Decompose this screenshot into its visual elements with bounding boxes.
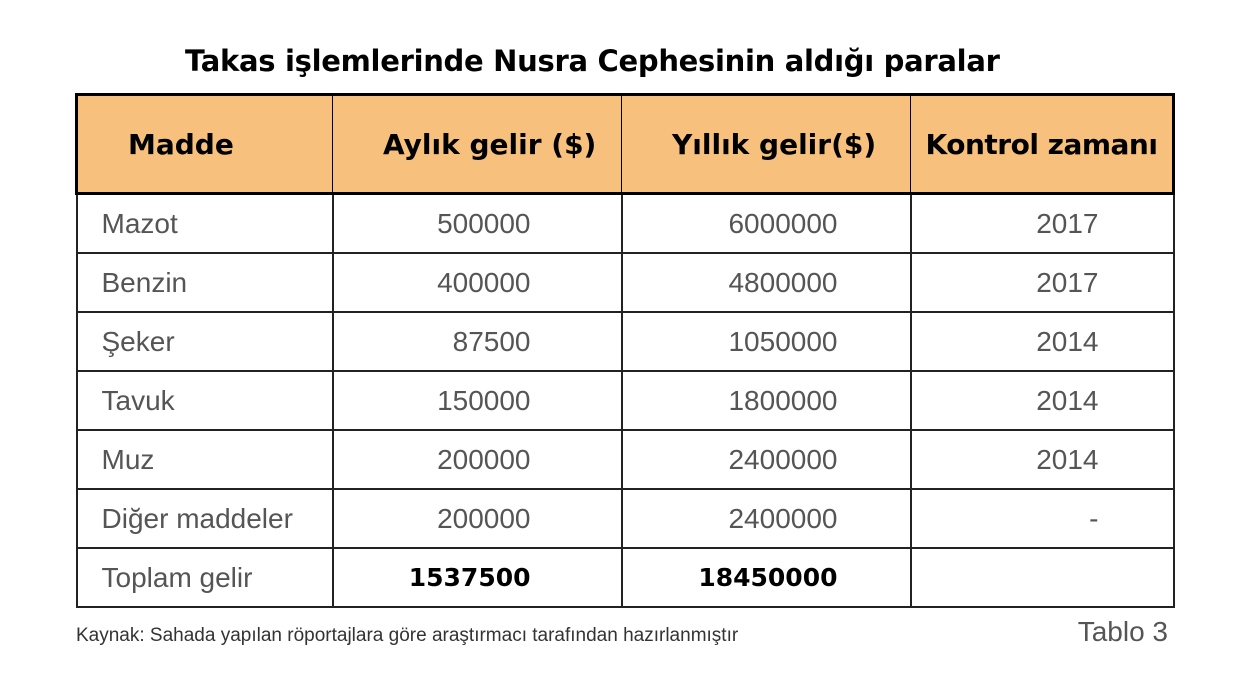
cell-kontrol-zamani: 2017 [911, 194, 1174, 254]
table-row [77, 312, 1174, 371]
cell-total-kontrol-zamani [911, 548, 1174, 607]
table-row [77, 489, 1174, 548]
total-row [77, 548, 1174, 607]
cell-aylik-gelir: 200000 [333, 489, 622, 548]
column-header-yillik-gelir: Yıllık gelir($) [622, 95, 911, 194]
cell-total-aylik-gelir: 1537500 [333, 548, 622, 607]
table-header-row [77, 95, 1174, 194]
cell-aylik-gelir: 500000 [333, 194, 622, 254]
cell-yillik-gelir: 2400000 [622, 489, 911, 548]
table-row [77, 430, 1174, 489]
cell-kontrol-zamani: - [911, 489, 1174, 548]
cell-yillik-gelir: 6000000 [622, 194, 911, 254]
column-header-kontrol-zamani: Kontrol zamanı [911, 95, 1174, 194]
cell-total-yillik-gelir: 18450000 [622, 548, 911, 607]
cell-yillik-gelir: 1800000 [622, 371, 911, 430]
cell-kontrol-zamani: 2014 [911, 371, 1174, 430]
cell-aylik-gelir: 87500 [333, 312, 622, 371]
cell-kontrol-zamani: 2017 [911, 253, 1174, 312]
cell-aylik-gelir: 400000 [333, 253, 622, 312]
column-header-aylik-gelir: Aylık gelir ($) [333, 95, 622, 194]
table-row [77, 194, 1174, 254]
revenue-table [75, 93, 1175, 608]
source-note: Kaynak: Sahada yapılan röportajlara göre araştırmacı tarafından hazırlanmıştır [76, 625, 739, 646]
cell-madde: Şeker [77, 312, 333, 371]
cell-total-label: Toplam gelir [77, 548, 333, 607]
table-row [77, 371, 1174, 430]
table-number-label: Tablo 3 [1077, 616, 1168, 647]
cell-aylik-gelir: 200000 [333, 430, 622, 489]
cell-kontrol-zamani: 2014 [911, 430, 1174, 489]
cell-kontrol-zamani: 2014 [911, 312, 1174, 371]
table-row [77, 253, 1174, 312]
column-header-madde: Madde [77, 95, 333, 194]
cell-yillik-gelir: 1050000 [622, 312, 911, 371]
cell-yillik-gelir: 2400000 [622, 430, 911, 489]
cell-aylik-gelir: 150000 [333, 371, 622, 430]
table-title: Takas işlemlerinde Nusra Cephesinin aldığı paralar [185, 44, 1000, 78]
cell-madde: Diğer maddeler [77, 489, 333, 548]
cell-madde: Muz [77, 430, 333, 489]
cell-yillik-gelir: 4800000 [622, 253, 911, 312]
cell-madde: Benzin [77, 253, 333, 312]
cell-madde: Tavuk [77, 371, 333, 430]
cell-madde: Mazot [77, 194, 333, 254]
